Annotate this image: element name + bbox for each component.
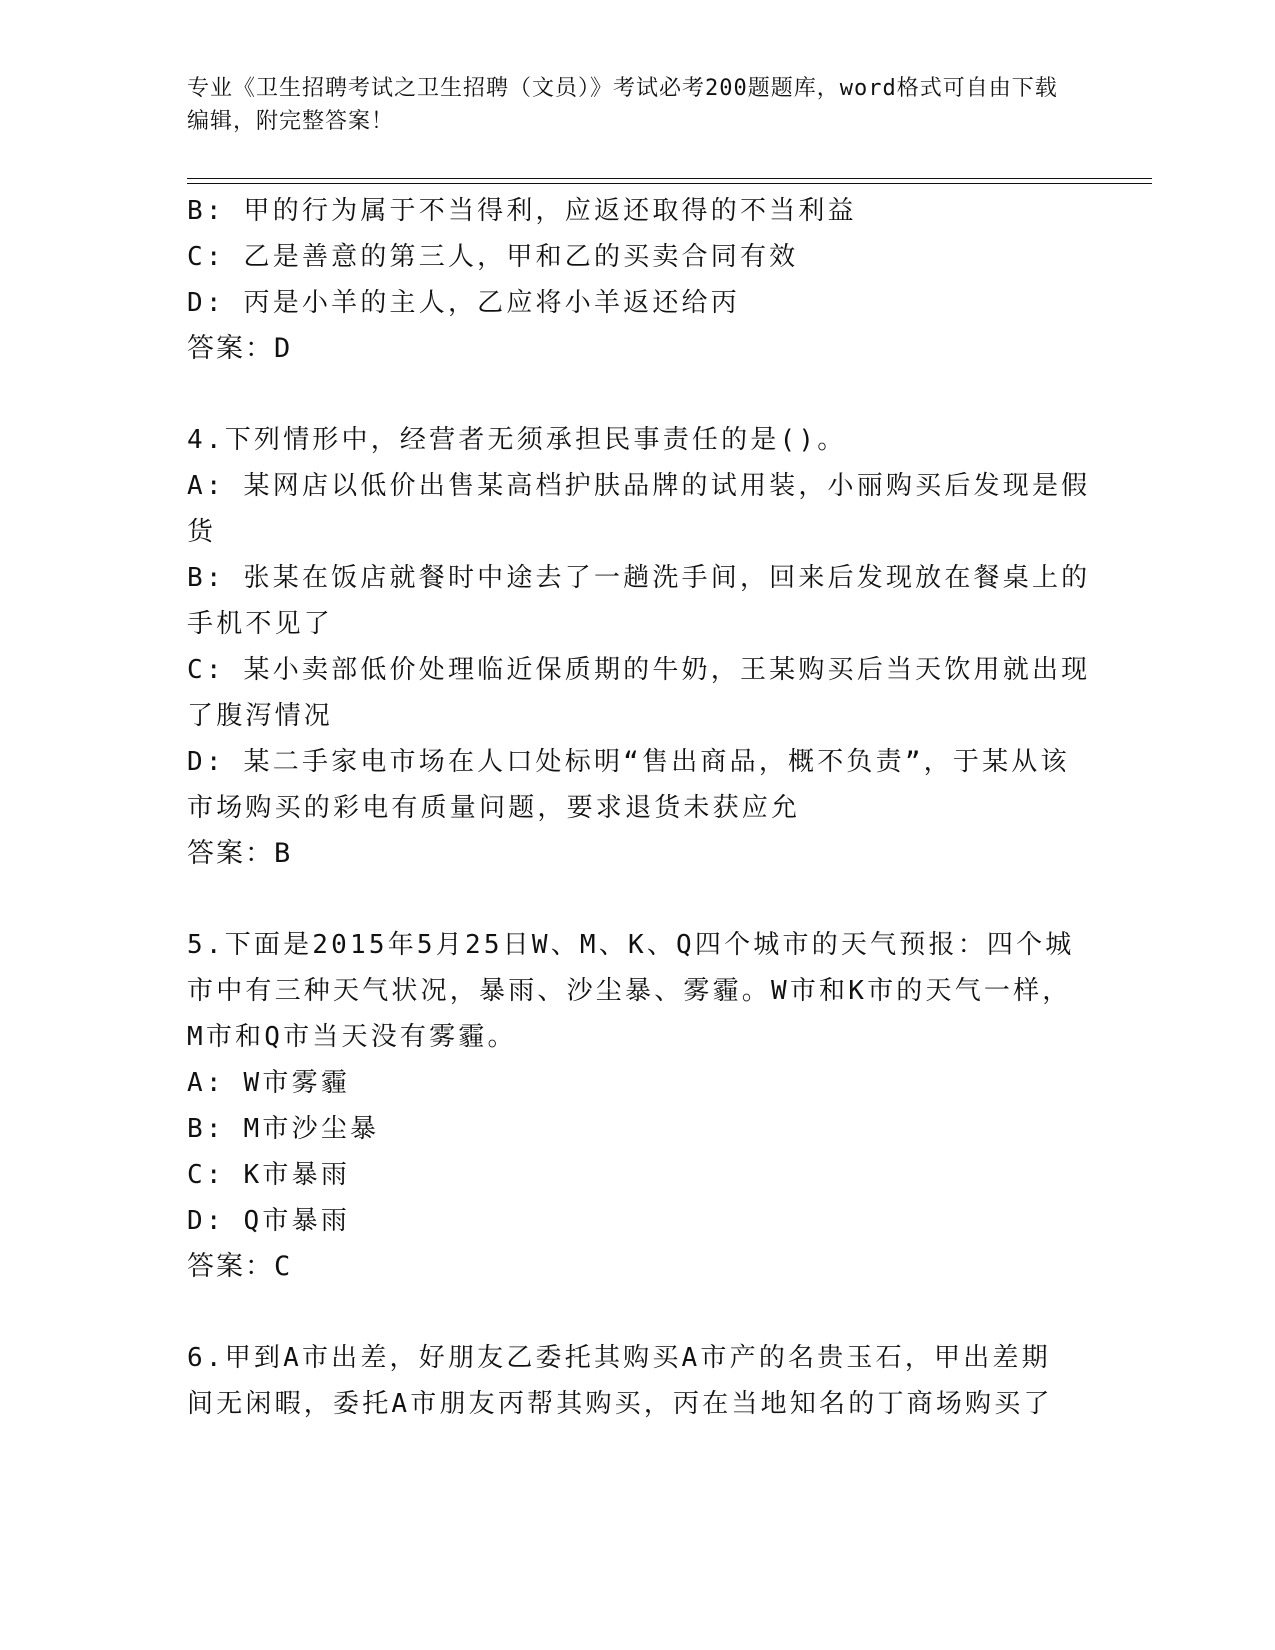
question-5-stem-line-1: 5.下面是2015年5月25日W、M、K、Q四个城市的天气预报：四个城 [187, 930, 1075, 960]
question-4 [187, 417, 1091, 877]
question-4-option-c-line-2: 了腹泻情况 [187, 701, 334, 731]
question-3-answer: 答案：D [187, 333, 293, 364]
spacer [187, 877, 1067, 922]
question-4-option-d-line-1: D: 某二手家电市场在人口处标明“售出商品，概不负责”，于某从该 [187, 747, 1070, 777]
question-6-stem-line-2: 间无闲暇，委托A市朋友丙帮其购买，丙在当地知名的丁商场购买了 [187, 1389, 1053, 1419]
question-5 [187, 922, 1075, 1290]
question-3-option-c: C: 乙是善意的第三人，甲和乙的买卖合同有效 [187, 242, 799, 272]
question-3-option-b: B: 甲的行为属于不当得利，应返还取得的不当利益 [187, 196, 857, 226]
question-5-stem-line-2: 市中有三种天气状况，暴雨、沙尘暴、雾霾。W市和K市的天气一样， [187, 976, 1072, 1006]
question-5-option-c: C: K市暴雨 [187, 1160, 351, 1190]
spacer [187, 1290, 1067, 1335]
question-6-stem-line-1: 6.甲到A市出差，好朋友乙委托其购买A市产的名贵玉石，甲出差期 [187, 1343, 1051, 1373]
question-5-option-d: D: Q市暴雨 [187, 1206, 351, 1236]
document-header: 专业《卫生招聘考试之卫生招聘（文员）》考试必考200题题库，word格式可自由下载编辑，附完整答案！ [187, 76, 1058, 134]
question-5-option-b: B: M市沙尘暴 [187, 1114, 380, 1144]
question-4-option-d-line-2: 市场购买的彩电有质量问题，要求退货未获应允 [187, 793, 801, 823]
header-rule-bottom [187, 183, 1152, 184]
question-4-option-c-line-1: C: 某小卖部低价处理临近保质期的牛奶，王某购买后当天饮用就出现 [187, 655, 1091, 685]
question-5-option-a: A: W市雾霾 [187, 1068, 351, 1098]
header-rule-top [187, 178, 1152, 179]
question-6 [187, 1335, 1067, 1427]
spacer [187, 372, 1067, 417]
question-5-answer: 答案：C [187, 1251, 293, 1282]
question-3-option-d: D: 丙是小羊的主人，乙应将小羊返还给丙 [187, 288, 740, 318]
question-4-option-b-line-1: B: 张某在饭店就餐时中途去了一趟洗手间，回来后发现放在餐桌上的 [187, 563, 1091, 593]
question-4-option-a-line-2: 货 [187, 517, 217, 547]
question-4-answer: 答案：B [187, 838, 293, 869]
question-4-stem: 4.下列情形中，经营者无须承担民事责任的是()。 [187, 425, 847, 455]
question-4-option-b-line-2: 手机不见了 [187, 609, 334, 639]
question-5-stem-line-3: M市和Q市当天没有雾霾。 [187, 1022, 517, 1052]
question-4-option-a-line-1: A: 某网店以低价出售某高档护肤品牌的试用装，小丽购买后发现是假 [187, 471, 1091, 501]
question-3 [187, 188, 1067, 372]
question-content [187, 188, 1091, 1427]
